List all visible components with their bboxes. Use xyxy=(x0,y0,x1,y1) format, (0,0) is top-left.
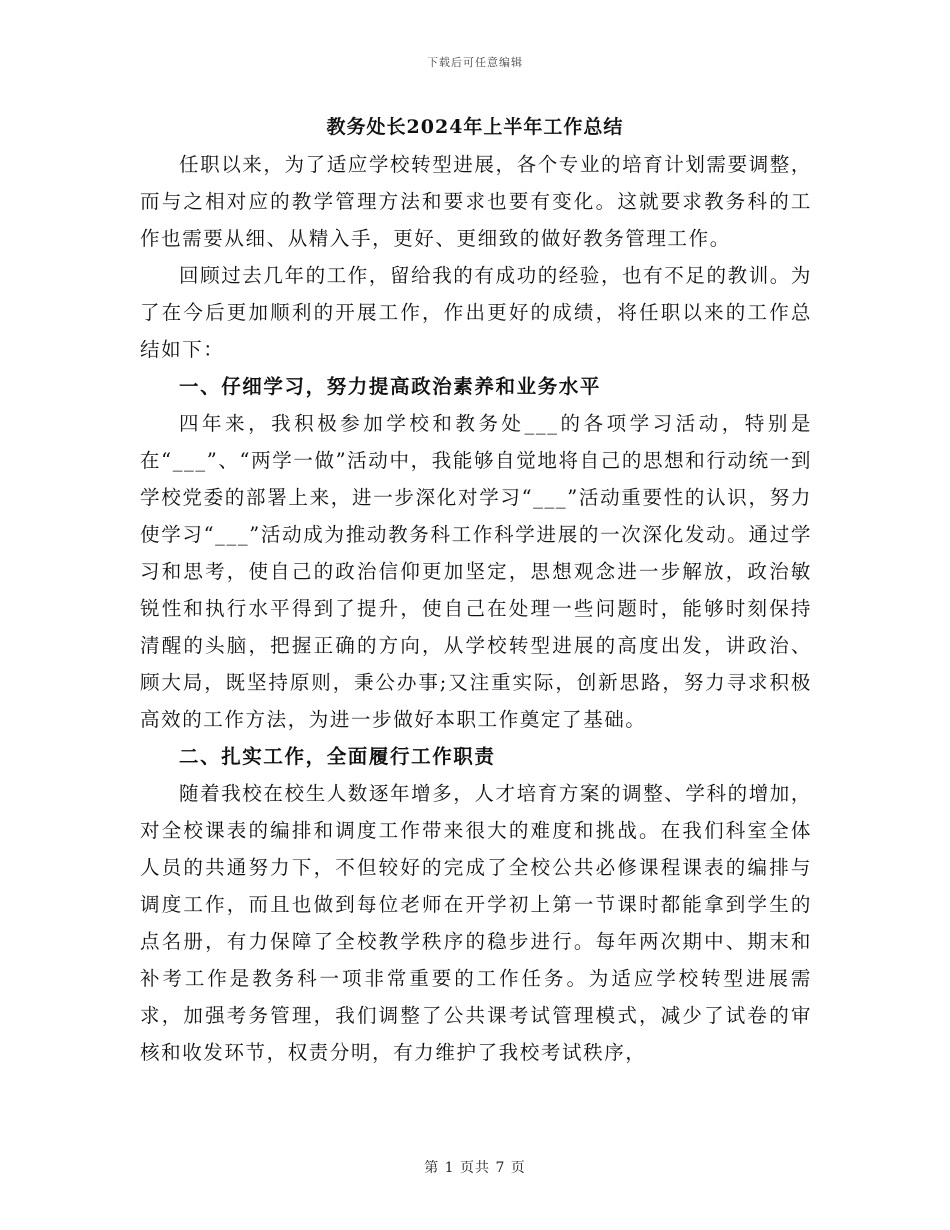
page-number-footer: 第 1 页共 7 页 xyxy=(424,1160,526,1176)
paragraph: 四年来，我积极参加学校和教务处___的各项学习活动，特别是在“___”、“两学一做”活动中，我能够自觉地将自己的思想和行动统一到学校党委的部署上来，进一步深化对学习“___”活动重要性的认识，努力使学习“___”活动成为推动教务科工作科学进展的一次深化发动。通过学习和思考，使自己的政治信仰更加坚定，思想观念进一步解放，政治敏锐性和执行水平得到了提升，使自己在处理一些问题时，能够时刻保持清醒的头脑，把握正确的方向，从学校转型进展的高度出发，讲政治、顾大局，既坚持原则，秉公办事;又注重实际，创新思路，努力寻求积极高效的工作方法，为进一步做好本职工作奠定了基础。 xyxy=(140,412,812,731)
paragraph: 随着我校在校生人数逐年增多，人才培育方案的调整、学科的增加，对全校课表的编排和调度工作带来很大的难度和挑战。在我们科室全体人员的共通努力下，不但较好的完成了全校公共必修课程课表的编排与调度工作，而且也做到每位老师在开学初上第一节课时都能拿到学生的点名册，有力保障了全校教学秩序的稳步进行。每年两次期中、期末和补考工作是教务科一项非常重要的工作任务。为适应学校转型进展需求，加强考务管理，我们调整了公共课考试管理模式，减少了试卷的审核和收发环节，权责分明，有力维护了我校考试秩序， xyxy=(140,782,813,1064)
document-body xyxy=(140,146,812,1071)
paragraph: 回顾过去几年的工作，留给我的有成功的经验，也有不足的教训。为了在今后更加顺利的开展工作，作出更好的成绩，将任职以来的工作总结如下： xyxy=(140,264,813,361)
document-title: 教务处长2024年上半年工作总结 xyxy=(326,116,624,138)
section-heading: 一、仔细学习，努力提高政治素养和业务水平 xyxy=(179,375,602,398)
paragraph: 任职以来，为了适应学校转型进展，各个专业的培育计划需要调整，而与之相对应的教学管理方法和要求也要有变化。这就要求教务科的工作也需要从细、从精入手，更好、更细致的做好教务管理工作。 xyxy=(140,153,813,250)
section-heading: 二、扎实工作，全面履行工作职责 xyxy=(179,745,496,768)
header-note: 下载后可任意编辑 xyxy=(427,56,523,69)
